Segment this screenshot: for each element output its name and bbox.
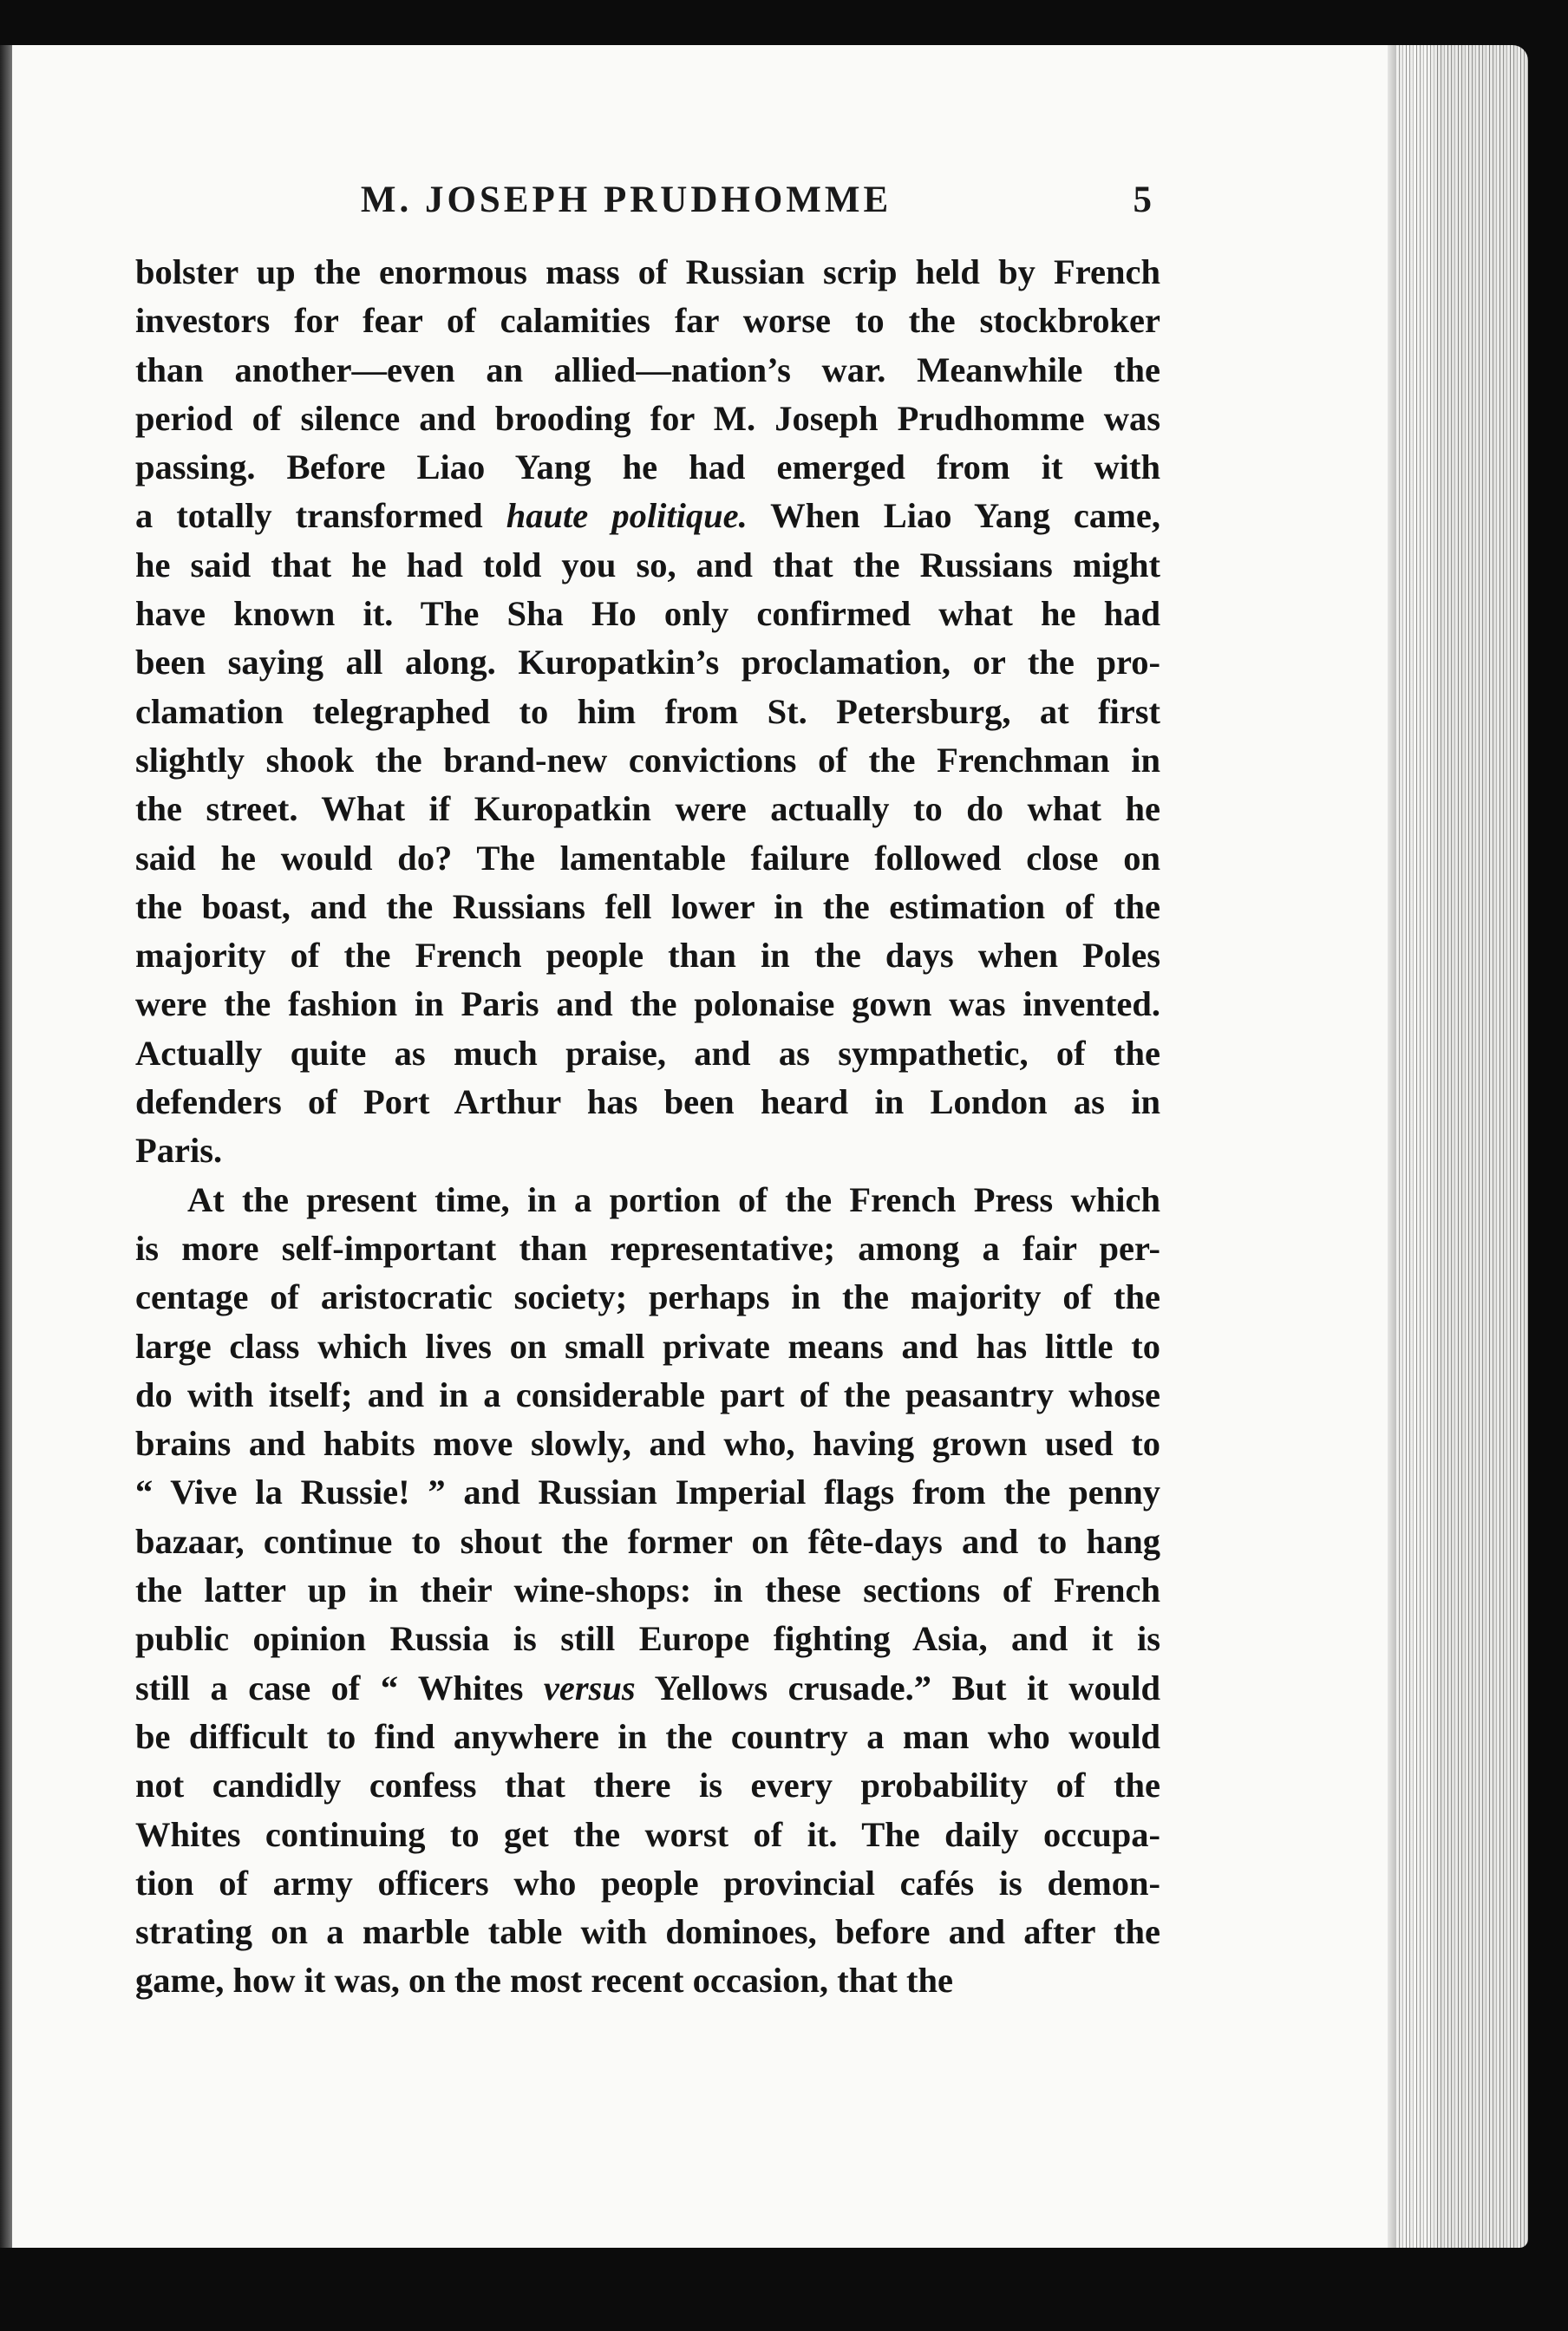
text-line bbox=[135, 1420, 1160, 1468]
line-text: still a case of “ Whites bbox=[135, 1668, 544, 1707]
line-text: not candidly confess that there is every probability of the bbox=[135, 1766, 1160, 1805]
text-line bbox=[135, 1322, 1160, 1371]
text-line bbox=[135, 736, 1160, 785]
line-text: centage of aristocratic society; perhaps in the majority of the bbox=[135, 1277, 1160, 1317]
line-text: bazaar, continue to shout the former on fête-days and to hang bbox=[135, 1521, 1160, 1561]
text-line bbox=[135, 1761, 1160, 1810]
text-line bbox=[135, 834, 1160, 883]
line-text: were the fashion in Paris and the polonaise gown was invented. bbox=[135, 984, 1160, 1024]
line-text: the boast, and the Russians fell lower in the estimation of the bbox=[135, 886, 1160, 926]
text-line bbox=[135, 1811, 1160, 1859]
page-header bbox=[135, 179, 1152, 231]
body-text bbox=[135, 248, 1160, 2006]
text-line bbox=[135, 1859, 1160, 1908]
line-text: game, how it was, on the most recent occasion, that the bbox=[135, 1961, 954, 2001]
line-text: be difficult to find anywhere in the country a man who would bbox=[135, 1716, 1160, 1756]
line-text: the latter up in their wine-shops: in these sections of French bbox=[135, 1570, 1160, 1610]
text-line bbox=[135, 1224, 1160, 1273]
text-line bbox=[135, 541, 1160, 590]
text-line bbox=[135, 1078, 1160, 1126]
line-text: large class which lives on small private means and has little to bbox=[135, 1326, 1160, 1366]
line-text: When Liao Yang came, bbox=[747, 496, 1160, 536]
text-line bbox=[135, 1029, 1160, 1078]
text-line bbox=[135, 931, 1160, 980]
line-text: than another—even an allied—nation’s war. Meanwhile the bbox=[135, 349, 1160, 389]
line-text: Whites continuing to get the worst of it. The daily occupa- bbox=[135, 1814, 1160, 1854]
text-line bbox=[135, 1713, 1160, 1761]
text-line bbox=[135, 1956, 1160, 2005]
text-line bbox=[135, 785, 1160, 833]
text-line bbox=[135, 590, 1160, 638]
line-text: is more self-important than representative; among a fair per- bbox=[135, 1228, 1160, 1268]
line-text: clamation telegraphed to him from St. Petersburg, at first bbox=[135, 691, 1160, 731]
text-line bbox=[135, 297, 1160, 345]
page-number: 5 bbox=[1133, 180, 1152, 220]
text-line bbox=[135, 1566, 1160, 1615]
italic-phrase: versus bbox=[543, 1668, 636, 1707]
text-line bbox=[135, 395, 1160, 443]
line-text: been saying all along. Kuropatkin’s proclamation, or the pro- bbox=[135, 643, 1160, 682]
paragraph-1 bbox=[135, 248, 1160, 1176]
paragraph-2 bbox=[135, 1176, 1160, 2006]
line-text: the street. What if Kuropatkin were actually to do what he bbox=[135, 789, 1160, 829]
line-text: bolster up the enormous mass of Russian scrip held by French bbox=[135, 252, 1160, 291]
line-text: brains and habits move slowly, and who, having grown used to bbox=[135, 1424, 1160, 1464]
line-text: investors for fear of calamities far worse to the stockbroker bbox=[135, 301, 1160, 341]
text-line bbox=[135, 248, 1160, 297]
text-line bbox=[135, 1615, 1160, 1663]
running-head: M. JOSEPH PRUDHOMME bbox=[360, 180, 892, 220]
line-text: Paris. bbox=[135, 1131, 223, 1171]
text-line bbox=[135, 443, 1160, 492]
text-line bbox=[135, 688, 1160, 736]
line-text: do with itself; and in a considerable part of the peasantry whose bbox=[135, 1374, 1160, 1414]
line-text: passing. Before Liao Yang he had emerged from it with bbox=[135, 447, 1160, 487]
text-line bbox=[135, 1371, 1160, 1420]
italic-phrase: haute politique. bbox=[506, 496, 748, 536]
text-line bbox=[135, 1468, 1160, 1517]
text-line bbox=[135, 492, 1160, 540]
line-text: tion of army officers who people provincial cafés is demon- bbox=[135, 1863, 1160, 1903]
line-text: said he would do? The lamentable failure followed close on bbox=[135, 838, 1160, 878]
text-line bbox=[135, 1176, 1160, 1224]
line-text: period of silence and brooding for M. Joseph Prudhomme was bbox=[135, 398, 1160, 438]
text-line bbox=[135, 980, 1160, 1028]
line-text: strating on a marble table with dominoes, before and after the bbox=[135, 1912, 1160, 1952]
line-text: Yellows crusade.” But it would bbox=[635, 1668, 1160, 1707]
line-text: a totally transformed bbox=[135, 496, 506, 536]
line-text: he said that he had told you so, and that the Russians might bbox=[135, 545, 1160, 584]
text-line bbox=[135, 1518, 1160, 1566]
line-text: slightly shook the brand-new convictions of the Frenchman in bbox=[135, 740, 1160, 780]
line-text: defenders of Port Arthur has been heard in London as in bbox=[135, 1082, 1160, 1122]
text-line bbox=[135, 883, 1160, 931]
text-line bbox=[135, 1664, 1160, 1713]
text-line bbox=[135, 638, 1160, 687]
text-line bbox=[135, 1126, 1160, 1175]
line-text: have known it. The Sha Ho only confirmed what he had bbox=[135, 594, 1160, 634]
line-text: majority of the French people than in the days when Poles bbox=[135, 936, 1160, 976]
line-text: “ Vive la Russie! ” and Russian Imperial flags from the penny bbox=[135, 1472, 1160, 1512]
text-line bbox=[135, 1908, 1160, 1956]
page-edges-stack bbox=[1396, 45, 1528, 2248]
line-text: At the present time, in a portion of the French Press which bbox=[187, 1179, 1160, 1219]
line-text: Actually quite as much praise, and as sympathetic, of the bbox=[135, 1033, 1160, 1073]
text-line bbox=[135, 346, 1160, 395]
line-text: public opinion Russia is still Europe fighting Asia, and it is bbox=[135, 1619, 1160, 1659]
text-line bbox=[135, 1273, 1160, 1322]
